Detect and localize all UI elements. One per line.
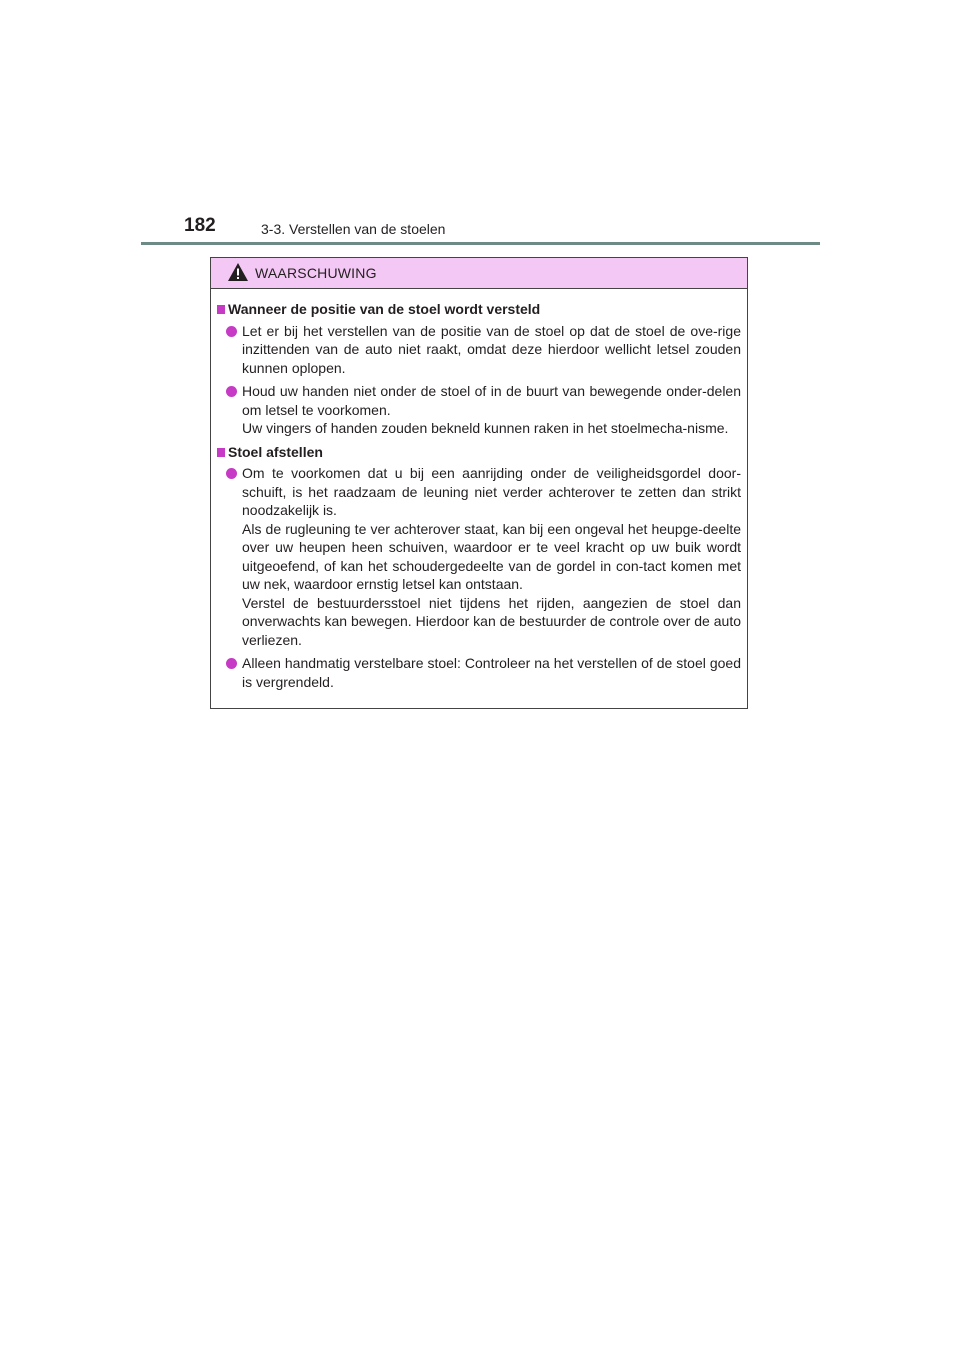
paragraph: Alleen handmatig verstelbare stoel: Controleer na het verstellen of de stoel goed is vergrendeld. (242, 655, 741, 690)
paragraph: Als de rugleuning te ver achterover staat, kan bij een ongeval het heupge-deelte over uw heupen heen schuiven, waardoor er te veel kracht op uw buik wordt uitgeoefend, of kan het schoudergedeelte van de gordel in con-tact komen met uw nek, waardoor ernstig letsel kan ontstaan. (242, 520, 741, 592)
list-item (217, 464, 741, 649)
section-title: 3-3. Verstellen van de stoelen (261, 221, 446, 237)
paragraph: Houd uw handen niet onder de stoel of in de buurt van bewegende onder-delen om letsel te voorkomen. (242, 383, 741, 418)
paragraph: Verstel de bestuurdersstoel niet tijdens het rijden, aangezien de stoel dan onverwachts kan bewegen. Hierdoor kan de bestuurder de controle over de auto verliezen. (242, 594, 741, 648)
round-bullet-icon (226, 658, 237, 669)
round-bullet-icon (226, 468, 237, 479)
page-number: 182 (184, 215, 216, 236)
square-bullet-icon (217, 305, 225, 314)
square-bullet-icon (217, 448, 225, 457)
warning-triangle-icon (227, 262, 249, 282)
warning-header (211, 258, 747, 289)
section-heading (217, 443, 741, 462)
warning-title: WAARSCHUWING (255, 265, 377, 281)
warning-box (210, 257, 748, 709)
paragraph: Om te voorkomen dat u bij een aanrijding onder de veiligheidsgordel door-schuift, is het raadzaam de leuning niet verder achterover te zetten dan strikt noodzakelijk is. (242, 465, 741, 518)
paragraph: Let er bij het verstellen van de positie van de stoel op dat de stoel de ove-rige inzittenden van de auto niet raakt, omdat deze hierdoor wellicht letsel zouden kunnen oplopen. (242, 322, 741, 376)
list-item (217, 654, 741, 691)
round-bullet-icon (226, 326, 237, 337)
paragraph: Uw vingers of handen zouden bekneld kunnen raken in het stoelmecha-nisme. (242, 420, 729, 436)
section-heading-text: Stoel afstellen (228, 443, 323, 460)
warning-body (211, 289, 747, 691)
round-bullet-icon (226, 386, 237, 397)
section-heading (217, 300, 741, 319)
list-item (217, 322, 741, 378)
header-divider (141, 242, 820, 245)
list-item (217, 382, 741, 438)
section-heading-text: Wanneer de positie van de stoel wordt versteld (228, 301, 541, 317)
